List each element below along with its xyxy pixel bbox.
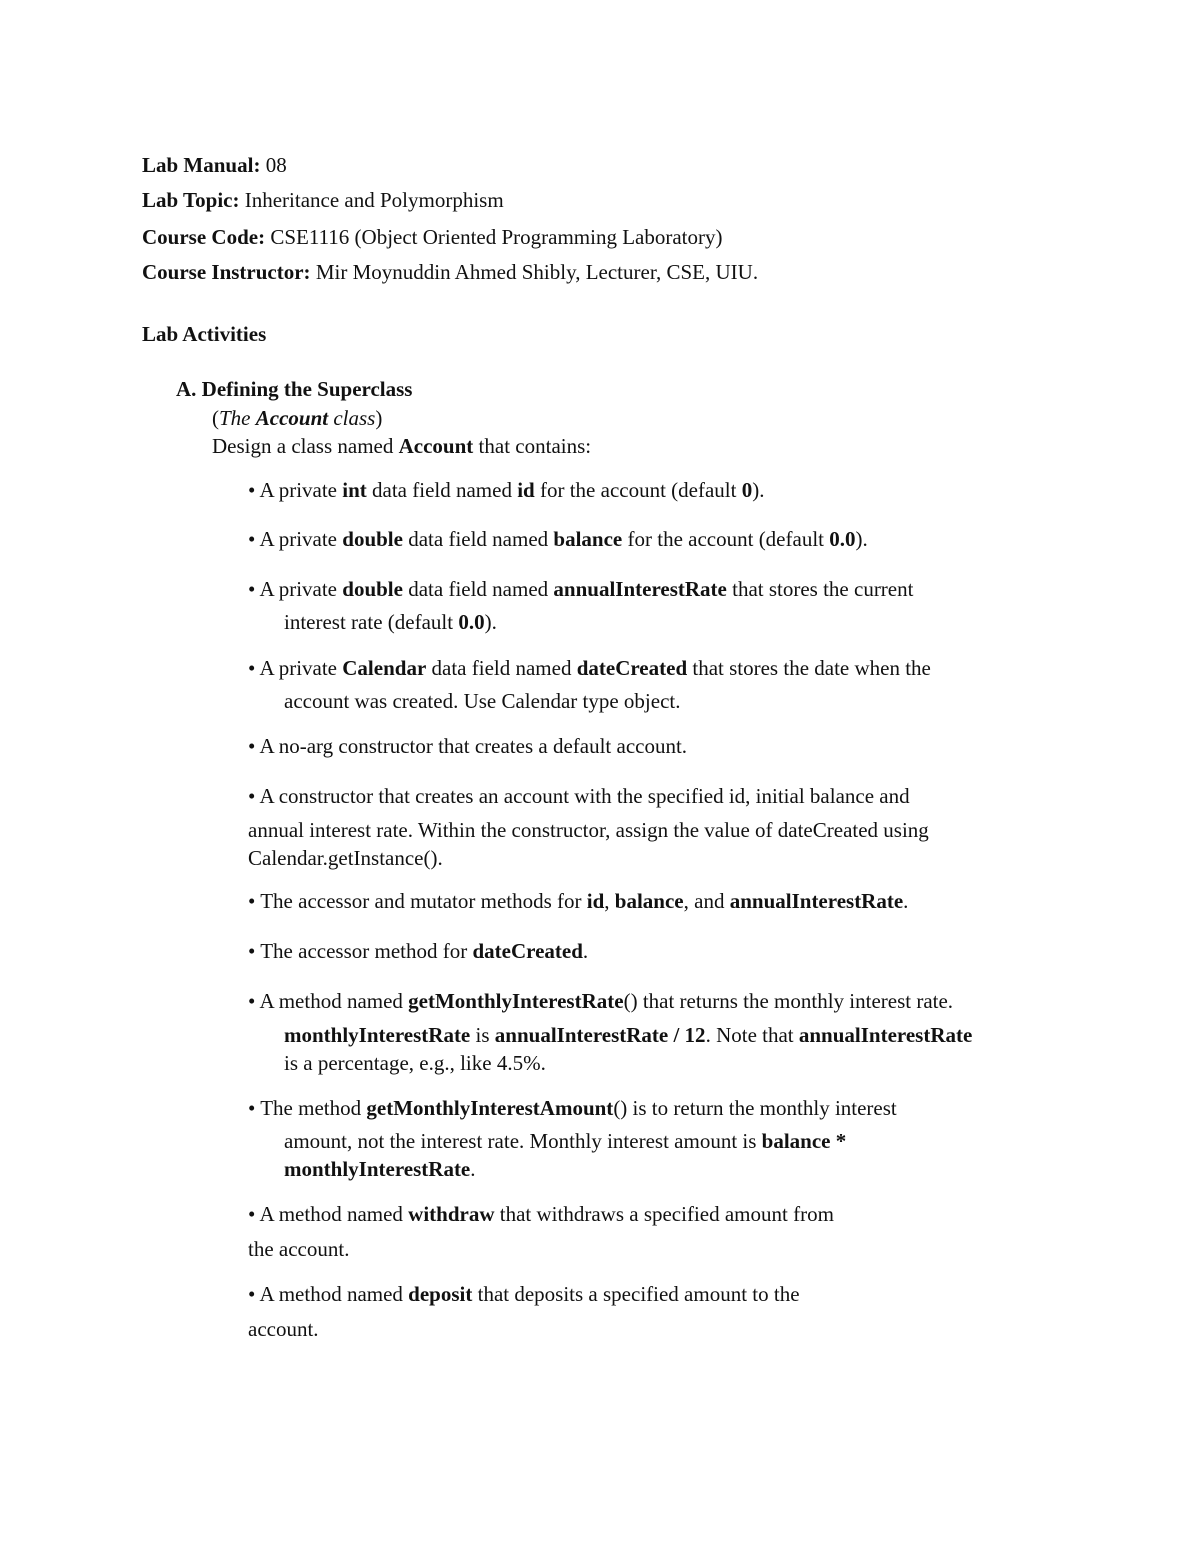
bold-term: annualInterestRate / 12 [494,1023,706,1047]
text-segment: • A method named [248,1282,409,1306]
bold-term: annualInterestRate [729,889,904,913]
bold-term: balance [553,527,623,551]
bold-term: getMonthlyInterestAmount [366,1096,614,1120]
lab-activities-heading: Lab Activities [142,322,267,346]
list-item-withdraw-cont: the account. [248,1237,350,1261]
list-item-monthly-interest-amount-cont2 [284,1156,476,1182]
course-code-value: CSE1116 (Object Oriented Programming Laboratory) [265,225,723,249]
text-segment: • A private [248,478,343,502]
list-item-annual-interest-rate-field [248,576,913,602]
text-segment: data field named [402,577,554,601]
bold-term: double [342,577,403,601]
course-code-label: Course Code: [142,225,266,249]
text-segment: () that returns the monthly interest rate. [623,989,954,1013]
bold-term: deposit [408,1282,473,1306]
list-item-date-created-accessor [248,938,588,964]
bold-term: id [586,889,605,913]
list-item-date-created-field [248,655,931,681]
subtitle-open-paren: ( [212,406,219,430]
text-segment: • A private [248,527,343,551]
lab-manual-line [142,152,287,178]
lab-topic-line [142,187,504,213]
text-segment: ). [484,610,497,634]
bold-term: monthlyInterestRate [284,1023,471,1047]
section-a-subtitle [212,405,382,431]
text-segment: , [604,889,615,913]
list-item-annual-interest-rate-field-cont [284,609,497,635]
course-code-line [142,224,723,250]
text-segment: that withdraws a specified amount from [494,1202,834,1226]
text-segment: • The method [248,1096,367,1120]
list-item-withdraw [248,1201,834,1227]
course-instructor-line [142,259,758,285]
bold-term: balance [614,889,684,913]
list-item-constructor: • A constructor that creates an account with the specified id, initial balance and [248,784,910,808]
intro-class-name: Account [398,434,474,458]
bold-term: dateCreated [472,939,583,963]
text-segment: data field named [426,656,577,680]
text-segment: data field named [366,478,518,502]
text-segment: . Note that [705,1023,799,1047]
text-segment: that stores the date when the [687,656,931,680]
text-segment: • The accessor and mutator methods for [248,889,587,913]
text-segment: for the account (default [534,478,742,502]
list-item-monthly-interest-rate [248,988,953,1014]
text-segment: . [470,1157,476,1181]
text-segment: that deposits a specified amount to the [472,1282,800,1306]
bold-term: Calendar [342,656,427,680]
text-segment: amount, not the interest rate. Monthly interest amount is [284,1129,762,1153]
bold-term: balance * [761,1129,847,1153]
text-segment: . [903,889,909,913]
list-item-monthly-interest-rate-cont2: is a percentage, e.g., like 4.5%. [284,1051,546,1075]
intro-text: Design a class named [212,434,399,458]
bold-term: double [342,527,403,551]
course-instructor-value: Mir Moynuddin Ahmed Shibly, Lecturer, CSE, UIU. [310,260,759,284]
list-item-constructor-cont2: Calendar.getInstance(). [248,846,443,870]
bold-term: monthlyInterestRate [284,1157,471,1181]
text-segment: is [470,1023,495,1047]
course-instructor-label: Course Instructor: [142,260,311,284]
text-segment: • A method named [248,1202,409,1226]
text-segment: • A private [248,577,343,601]
list-item-constructor-cont: annual interest rate. Within the constructor, assign the value of dateCreated using [248,818,929,842]
bold-term: 0 [741,478,753,502]
text-segment: , and [683,889,730,913]
lab-topic-value: Inheritance and Polymorphism [239,188,504,212]
list-item-deposit-cont: account. [248,1317,319,1341]
subtitle-class-name: Account [255,406,329,430]
text-segment: ). [752,478,765,502]
lab-topic-label: Lab Topic: [142,188,240,212]
list-item-deposit [248,1281,800,1307]
bold-term: int [342,478,367,502]
intro-text-tail: that contains: [473,434,592,458]
list-item-balance-field [248,526,868,552]
bold-term: id [517,478,535,502]
bold-term: annualInterestRate [798,1023,973,1047]
bold-term: 0.0 [458,610,485,634]
text-segment: • The accessor method for [248,939,473,963]
list-item-accessors-mutators [248,888,908,914]
text-segment: that stores the current [726,577,914,601]
list-item-id-field [248,477,764,503]
subtitle-italic: The [219,406,256,430]
subtitle-close-paren: ) [375,406,383,430]
bold-term: getMonthlyInterestRate [408,989,624,1013]
bold-term: withdraw [408,1202,495,1226]
text-segment: data field named [402,527,554,551]
list-item-date-created-field-cont: account was created. Use Calendar type object. [284,689,681,713]
bold-term: 0.0 [829,527,856,551]
text-segment: • A method named [248,989,409,1013]
list-item-no-arg-constructor: • A no-arg constructor that creates a default account. [248,734,688,758]
lab-manual-value: 08 [260,153,287,177]
text-segment: • A private [248,656,343,680]
lab-manual-label: Lab Manual: [142,153,261,177]
bold-term: annualInterestRate [553,577,727,601]
list-item-monthly-interest-rate-cont [284,1022,972,1048]
section-a-intro [212,433,591,459]
text-segment: () is to return the monthly interest [613,1096,897,1120]
subtitle-italic-tail: class [328,406,376,430]
section-a-heading: A. Defining the Superclass [176,377,413,401]
text-segment: . [582,939,589,963]
list-item-monthly-interest-amount-cont [284,1128,846,1154]
text-segment: interest rate (default [284,610,459,634]
text-segment: ). [855,527,868,551]
list-item-monthly-interest-amount [248,1095,897,1121]
text-segment: for the account (default [622,527,830,551]
bold-term: dateCreated [576,656,688,680]
